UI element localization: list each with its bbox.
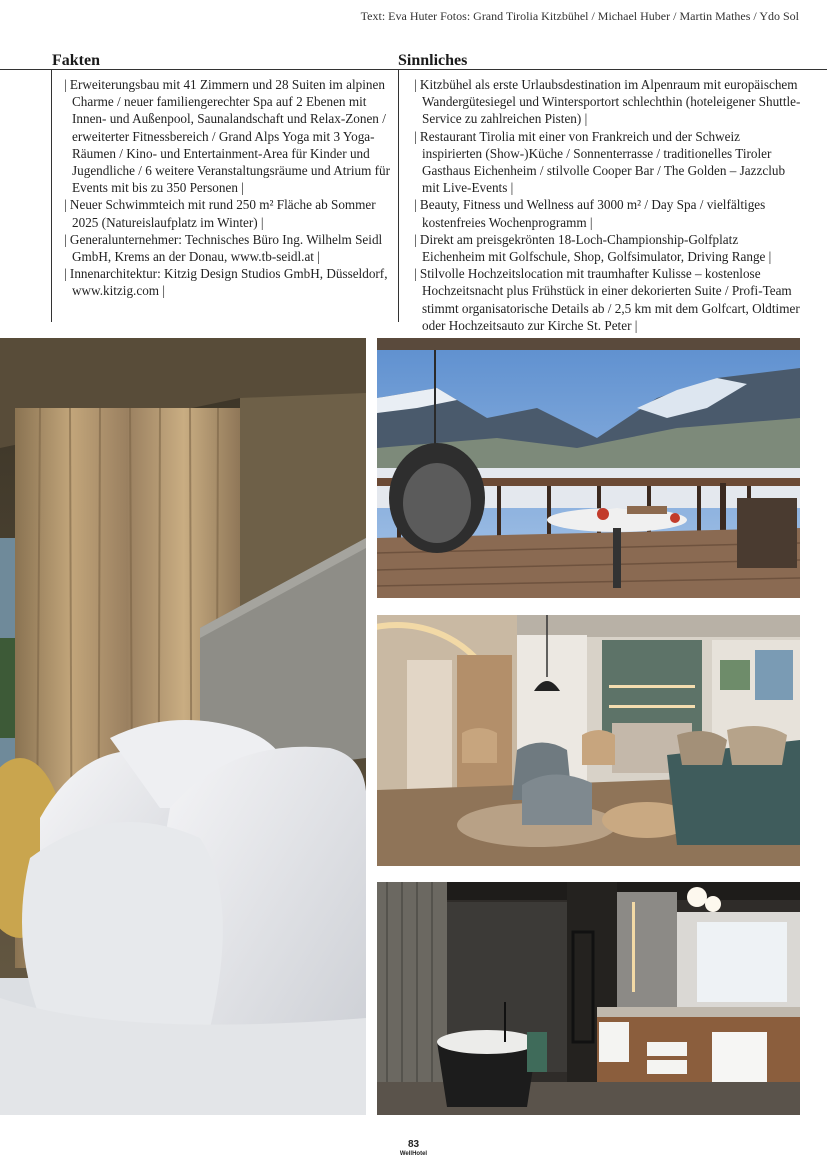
fakten-heading: Fakten [52, 52, 100, 69]
sinnliches-item: | Restaurant Tirolia mit einer von Frankreich und der Schweiz inspirierten (Show-)Küche / Sonnenterrasse / traditionelles Tiroler Gasthaus Eichenheim / stilvolle Cooper Bar / The Golden – Jazzclub mit Live-Events | [414, 128, 786, 196]
balcony-photo [377, 338, 800, 598]
sinnliches-heading: Sinnliches [398, 52, 468, 69]
bedroom-illustration [0, 338, 366, 1115]
page-number: 83 [407, 1139, 420, 1150]
fakten-column-rule [51, 70, 52, 322]
sinnliches-item: | Direkt am preisgekrönten 18-Loch-Championship-Golfplatz Eichenheim mit Golfschule, Shop, Golfsimulator, Driving Range | [414, 231, 772, 265]
balcony-illustration [377, 338, 800, 598]
page-folio [0, 1139, 827, 1157]
sinnliches-item: | Beauty, Fitness und Wellness auf 3000 m² / Day Spa / vielfältiges kostenfreies Wochenprogramm | [414, 197, 766, 230]
sinnliches-column-rule [398, 70, 399, 322]
fakten-item: | Innenarchitektur: Kitzig Design Studios GmbH, Düsseldorf, www.kitzig.com | [64, 266, 388, 299]
fakten-item: | Erweiterungsbau mit 41 Zimmern und 28 Suiten im alpinen Charme / neuer familiengerechter Spa auf 2 Ebenen mit Innen- und Außenpool, Saunalandschaft und Relax-Zonen / erweiterter Fitnessbereich / Grand Alps Yoga mit 3 Yoga-Räumen / Kino- und Entertainment-Area für Kinder und Jugendliche / 6 weitere Veranstaltungsräume und Atrium für Events mit bis zu 350 Personen | [64, 77, 391, 196]
sinnliches-item: | Kitzbühel als erste Urlaubsdestination im Alpenraum mit europäischem Wandergütesiegel und Wintersportort schlechthin (hoteleigener Shuttle-Service zu zahlreichen Pisten) | [414, 77, 801, 127]
suite-illustration [377, 615, 800, 866]
fakten-item: | Generalunternehmer: Technisches Büro Ing. Wilhelm Seidl GmbH, Krems an der Donau, www.tb-seidl.at | [64, 231, 383, 265]
fakten-item: | Neuer Schwimmteich mit rund 250 m² Fläche ab Sommer 2025 (Natureislaufplatz im Winter) | [64, 197, 376, 230]
bedroom-photo [0, 338, 366, 1115]
magazine-name: WellHotel [399, 1151, 428, 1157]
bathroom-illustration [377, 882, 800, 1115]
photo-credits: Text: Eva Huter Fotos: Grand Tirolia Kitzbühel / Michael Huber / Martin Mathes / Ydo Sol [360, 9, 799, 23]
suite-photo [377, 615, 800, 866]
bathroom-photo [377, 882, 800, 1115]
sinnliches-item: | Stilvolle Hochzeitslocation mit traumhafter Kulisse – kostenlose Hochzeitsnacht plus Frühstück in einer dekorierten Suite / Profi-Team stimmt organisatorische Details ab / 2,5 km mit dem Golfcart, Oldtimer oder Hochzeitsauto zur Kirche St. Peter | [414, 266, 800, 333]
sinnliches-column [414, 76, 802, 334]
fakten-column [64, 76, 392, 300]
